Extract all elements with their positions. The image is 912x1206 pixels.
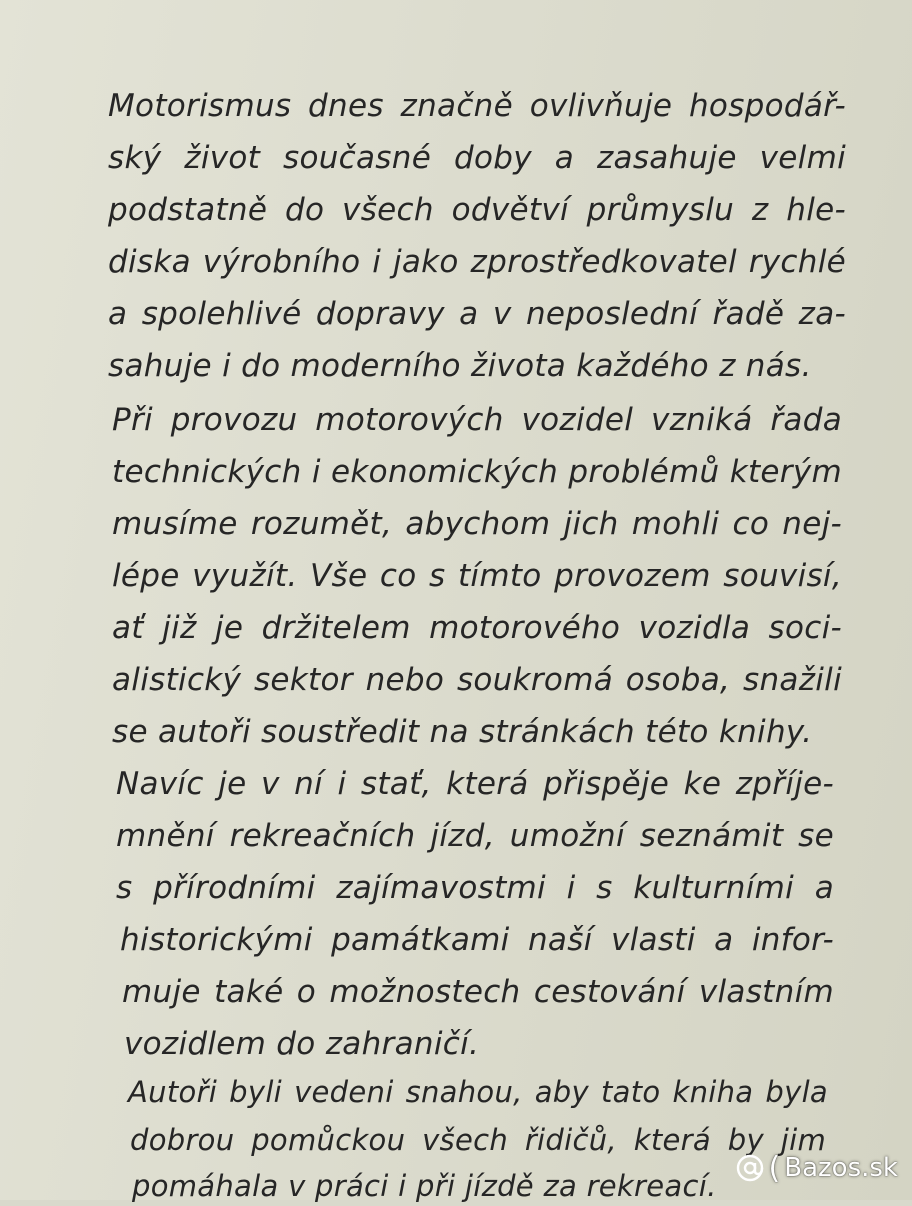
text-line: vozidlem do zahraničí. <box>124 1026 480 1062</box>
text-line: muje také o možnostech cestování vlastním <box>122 974 834 1010</box>
text-line: pomáhala v práci i při jízdě za rekreací. <box>132 1169 717 1203</box>
text-line: technických i ekonomických problémů kterým <box>112 454 842 490</box>
text-line: Při provozu motorových vozidel vzniká řada <box>112 402 842 438</box>
text-line: podstatně do všech odvětví průmyslu z hle- <box>108 192 846 228</box>
watermark-text: Bazos.sk <box>784 1153 898 1183</box>
text-line: dobrou pomůckou všech řidičů, která by jim <box>130 1123 826 1157</box>
text-line: a spolehlivé dopravy a v neposlední řadě za- <box>108 296 846 332</box>
text-line: ať již je držitelem motorového vozidla soci- <box>112 610 842 646</box>
text-line: Motorismus dnes značně ovlivňuje hospodář- <box>108 88 846 124</box>
text-line: se autoři soustředit na stránkách této knihy. <box>112 714 813 750</box>
bazos-watermark <box>735 1148 898 1188</box>
text-line: musíme rozumět, abychom jich mohli co nej- <box>112 506 842 542</box>
text-line: alistický sektor nebo soukromá osoba, snažili <box>112 662 842 698</box>
text-line: lépe využít. Vše co s tímto provozem souvisí, <box>112 558 842 594</box>
at-sign-icon <box>735 1153 765 1183</box>
text-line: Autoři byli vedeni snahou, aby tato kniha byla <box>128 1075 828 1109</box>
text-line: diska výrobního i jako zprostředkovatel rychlé <box>108 244 846 280</box>
text-line: s přírodními zajímavostmi i s kulturními a <box>116 870 834 906</box>
text-line: Navíc je v ní i stať, která přispěje ke zpříje- <box>116 766 834 802</box>
watermark-paren: ( <box>768 1150 781 1186</box>
text-line: historickými památkami naší vlasti a infor- <box>120 922 834 958</box>
text-line: sahuje i do moderního života každého z nás. <box>108 348 812 384</box>
text-line: ský život současné doby a zasahuje velmi <box>108 140 846 176</box>
text-line: mnění rekreačních jízd, umožní seznámit se <box>116 818 834 854</box>
